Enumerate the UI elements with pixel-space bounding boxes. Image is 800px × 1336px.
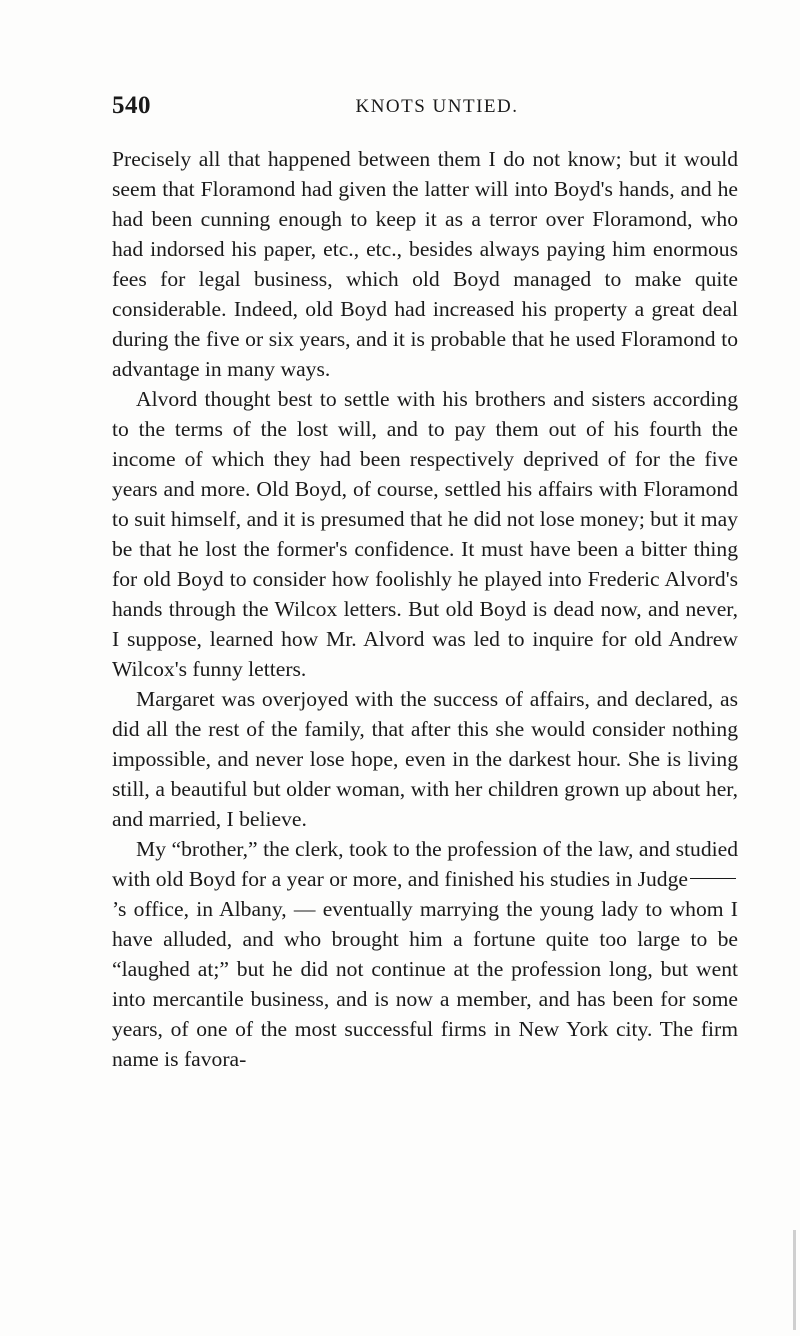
paragraph-last — [112, 834, 738, 1074]
paragraph-text: ’s office, in Albany, — eventually marrying the young lady to whom I have alluded, and who brought him a fortune quite too large to be “laughed at;” but he did not continue at the profession long, but went into mercantile business, and is now a member, and has been for some years, of one of the most successful firms in New York city. The firm name is favora- — [112, 897, 738, 1071]
page-header — [112, 92, 732, 128]
paragraph-text: My “brother,” the clerk, took to the profession of the law, and studied with old Boyd for a year or more, and finished his studies in Judge — [112, 837, 738, 891]
name-dash — [690, 878, 736, 879]
running-head: KNOTS UNTIED. — [355, 96, 519, 117]
page-edge-shadow — [793, 1230, 796, 1330]
body-text — [112, 144, 738, 1074]
page-number: 540 — [112, 92, 151, 119]
paragraph: Precisely all that happened between them I do not know; but it would seem that Floramond had given the latter will into Boyd's hands, and he had been cunning enough to keep it as a terror over Floramond, who had indorsed his paper, etc., etc., besides always paying him enormous fees for legal business, which old Boyd managed to make quite considerable. Indeed, old Boyd had increased his property a great deal during the five or six years, and it is probable that he used Floramond to advantage in many ways. — [112, 147, 738, 381]
paragraph: Margaret was overjoyed with the success of affairs, and declared, as did all the rest of the family, that after this she would consider nothing impossible, and never lose hope, even in the darkest hour. She is living still, a beautiful but older woman, with her children grown up about her, and married, I believe. — [112, 687, 738, 831]
paragraph: Alvord thought best to settle with his brothers and sisters according to the terms of the lost will, and to pay them out of his fourth the income of which they had been respectively deprived of for the five years and more. Old Boyd, of course, settled his affairs with Floramond to suit himself, and it is presumed that he did not lose money; but it may be that he lost the former's confidence. It must have been a bitter thing for old Boyd to consider how foolishly he played into Frederic Alvord's hands through the Wilcox letters. But old Boyd is dead now, and never, I suppose, learned how Mr. Alvord was led to inquire for old Andrew Wilcox's funny letters. — [112, 387, 738, 681]
